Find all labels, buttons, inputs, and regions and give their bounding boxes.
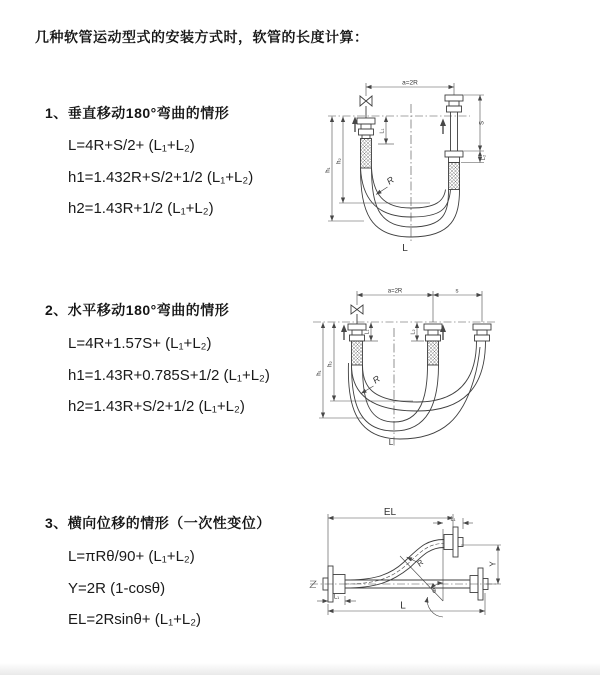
dim-label-el: EL (383, 507, 397, 518)
dim-label-l2: L₂ (410, 329, 417, 335)
section-2-heading: 2、水平移动180°弯曲的情形 (45, 302, 230, 318)
dim-label-h2: h₂ (336, 158, 343, 164)
braided-section (361, 139, 372, 169)
radius-label: R (384, 174, 396, 187)
flow-arrow-icon (341, 325, 446, 333)
formula-line: EL=2Rsinθ+ (L₁+L₂) (68, 611, 202, 628)
section-3-formulas (68, 541, 201, 636)
dim-label-l1: L₁ (364, 329, 371, 335)
dim-label-l2: L₂ (481, 154, 487, 161)
middle-pipe-fitting (424, 324, 442, 365)
dimension-lines (313, 288, 497, 448)
valve-icon (351, 305, 363, 324)
section-1-formulas (68, 130, 253, 225)
formula-line: h1=1.43R+0.785S+1/2 (L₁+L₂) (68, 366, 270, 384)
radius-label: R (370, 373, 382, 386)
dim-label-a2r: a=2R (402, 79, 418, 87)
formula-line: h2=1.43R+1/2 (L₁+L₂) (68, 200, 214, 217)
valve-icon (360, 96, 372, 118)
upper-flange-fitting (444, 527, 463, 557)
right-pipe-fitting (445, 95, 463, 190)
diagram-horizontal-movement-180-bend (305, 278, 525, 478)
formula-line: L=πRθ/90+ (L₁+L₂) (68, 548, 195, 565)
formula-line: L=4R+1.57S+ (L₁+L₂) (68, 335, 212, 352)
left-pipe-fitting (357, 118, 375, 168)
section-1-heading: 1、垂直移动180°弯曲的情形 (45, 105, 230, 121)
section-2-formulas (68, 328, 270, 423)
radius-leader-line (376, 187, 388, 195)
length-label: L (402, 243, 408, 254)
right-pipe-fitting (473, 324, 491, 341)
hose-u-loops (348, 341, 485, 439)
formula-line: h1=1.432R+S/2+1/2 (L₁+L₂) (68, 168, 254, 186)
dimension-lines (325, 83, 484, 242)
length-label: L (400, 600, 406, 612)
formula-line: L=4R+S/2+ (L₁+L₂) (68, 137, 195, 154)
formula-line: Y=2R (1-cosθ) (68, 579, 166, 597)
scan-page-edge (0, 663, 600, 675)
dim-label-l1: L₁ (379, 128, 386, 134)
radius-label: R (415, 558, 426, 569)
dim-label-h2: h₂ (327, 361, 334, 367)
length-label: L (388, 438, 394, 447)
hose-displaced-position (345, 540, 444, 589)
radius-leader-line (361, 386, 374, 394)
dim-label-s: S (479, 120, 486, 126)
formula-line: h2=1.43R+S/2+1/2 (L₁+L₂) (68, 398, 245, 415)
dim-label-h1: h₁ (316, 370, 323, 376)
section-3-heading: 3、横向位移的情形（一次性变位） (45, 515, 271, 531)
dim-label-s: s (455, 288, 459, 295)
angle-label: θ (432, 588, 436, 595)
braided-section (428, 341, 439, 365)
hose-u-loops (361, 168, 460, 237)
braided-section (352, 341, 363, 365)
dim-label-a2r: a=2R (387, 288, 403, 295)
left-pipe-fitting (348, 324, 366, 365)
braided-section (449, 163, 460, 190)
diagram-lateral-displacement (300, 498, 600, 663)
dim-label-l1-bottom: L₁ (333, 594, 340, 601)
dim-label-h1: h₁ (325, 167, 332, 173)
diagram-vertical-movement-180-bend (312, 66, 522, 266)
page-title: 几种软管运动型式的安装方式时，软管的长度计算： (35, 29, 369, 45)
dim-label-y: Y (488, 561, 498, 567)
dim-label-l1-top: L₁ (450, 516, 456, 523)
